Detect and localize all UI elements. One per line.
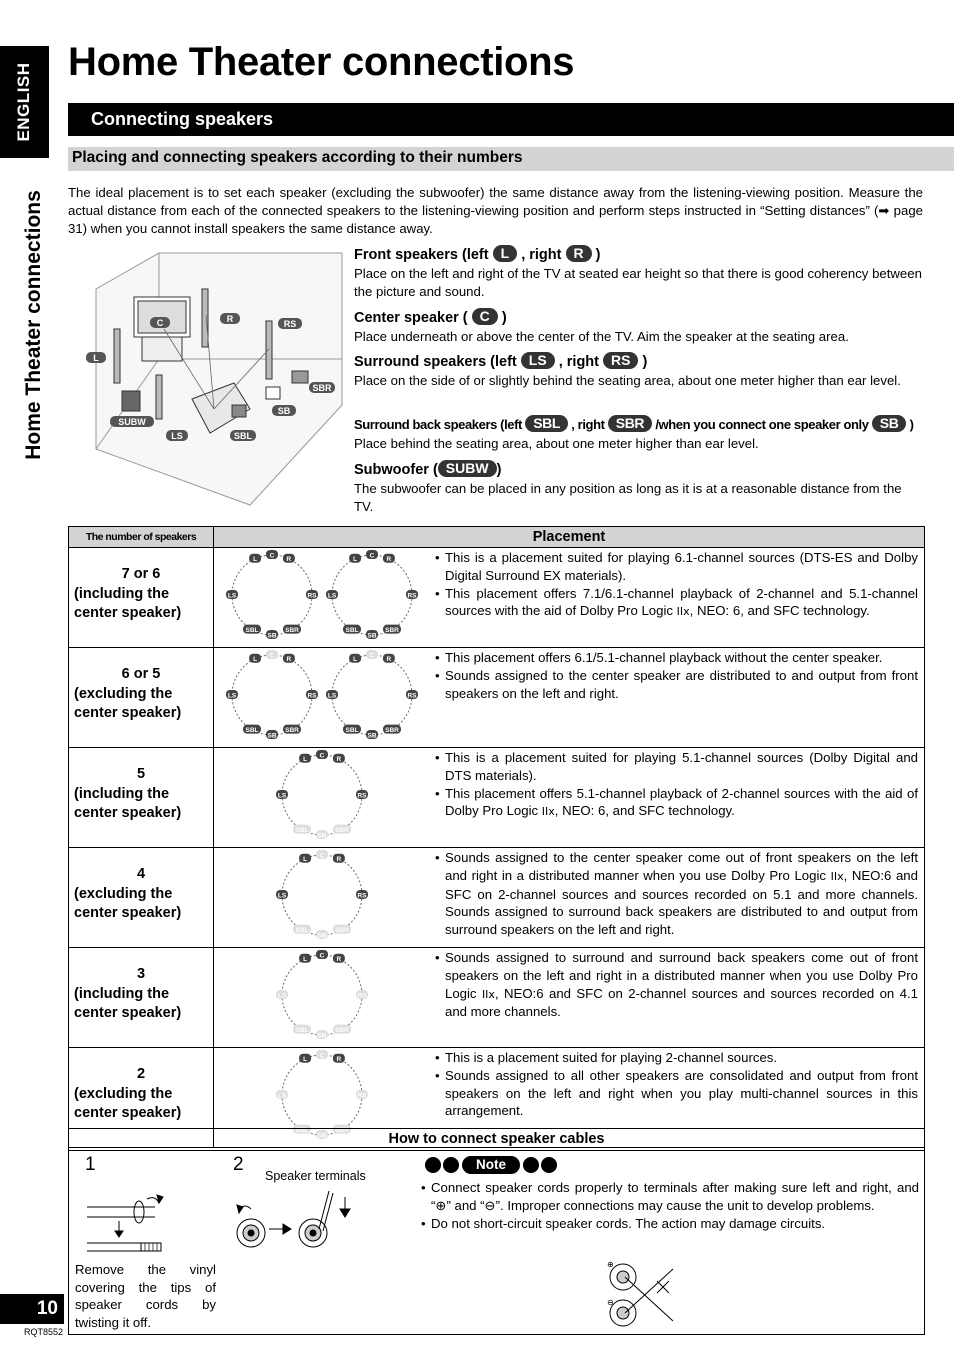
pro-logic-mark: IIx bbox=[541, 805, 555, 819]
room-label-c: C bbox=[156, 318, 164, 328]
diagram-speaker-label: SB bbox=[367, 732, 377, 740]
diagram-speaker-label: R bbox=[336, 956, 342, 964]
table-row: 5 (including the center speaker) L C R LS RS SBL SB SBR • This is a placement suited for playing 5.1-channel sources (Dolby Digital and DTS materials). • This placement offers 5.1-channel playback of 2-channel sources with the aid of Dolby Pro Logic IIx, NEO: 6, and SFC technology. bbox=[69, 748, 925, 848]
badge-subw: SUBW bbox=[438, 460, 497, 477]
placement-note: This is a placement suited for playing 5.1-channel sources (Dolby Digital and DTS materials). bbox=[445, 750, 918, 783]
center-heading-pre: Center speaker ( bbox=[354, 310, 468, 326]
placement-diagram bbox=[214, 848, 431, 942]
badge-ls: LS bbox=[521, 352, 555, 369]
front-speakers-block bbox=[354, 245, 924, 301]
placement-note: This placement offers 6.1/5.1-channel playback without the center speaker. bbox=[445, 650, 883, 665]
center-desc: Place underneath or above the center of the TV. Aim the speaker at the seating area. bbox=[354, 329, 849, 344]
table-row: 2 (excluding the center speaker) L C R LS RS SBL SB SBR • This is a placement suited for playing 2-channel sources. • Sounds assigned to all other speakers are consolidated and output from front speakers on the left and right when you play multi-channel sources in this arrangement. bbox=[69, 1048, 925, 1148]
placement-note: , NEO: 6, and SFC technology. bbox=[554, 803, 735, 819]
placement-note: , NEO:6 and SFC on 2-channel sources and sources recorded on 4.1 and more channels. bbox=[445, 985, 918, 1020]
diagram-speaker-label: RS bbox=[407, 592, 417, 600]
diagram-speaker-label: SB bbox=[317, 1132, 327, 1140]
section-heading-bar bbox=[68, 103, 954, 136]
remove-vinyl-instruction: Remove the vinyl covering the tips of speaker cords by twisting it off. bbox=[75, 1262, 216, 1330]
speaker-count-note: center speaker) bbox=[74, 1005, 182, 1021]
page-number: 10 bbox=[0, 1294, 64, 1324]
placement-note: Sounds assigned to surround and surround back speakers come out of front speakers on the left and right in a distributed manner when you use Dolby Pro Logic bbox=[445, 950, 918, 1001]
subwoofer-block bbox=[354, 460, 924, 516]
cables-heading: How to connect speaker cables bbox=[69, 1129, 924, 1151]
front-heading-mid: , right bbox=[521, 247, 562, 263]
speaker-count-note: center speaker) bbox=[74, 805, 182, 821]
placement-diagram bbox=[214, 948, 431, 1042]
cable-strip-illustration bbox=[85, 1191, 165, 1257]
diagram-speaker-label: L bbox=[303, 856, 308, 864]
speaker-count-note: (excluding the bbox=[74, 685, 173, 702]
diagram-speaker-label: L bbox=[353, 656, 358, 664]
notes-list: • Connect speaker cords properly to terminals after making sure left and right, and “⊕” and “⊖”. Improper connections may cause the unit to develop problems. • Do not short-circuit speaker cords. The action may damage circuits. bbox=[421, 1180, 919, 1231]
surround-back-desc: Place behind the seating area, about one meter higher than ear level. bbox=[354, 436, 759, 451]
diagram-speaker-label: SBL bbox=[295, 1027, 309, 1035]
placement-diagram bbox=[214, 648, 431, 742]
placement-note: Sounds assigned to the center speaker come out of front speakers on the left and right in a distributed manner when you use Dolby Pro Logic bbox=[445, 850, 918, 883]
badge-sbl: SBL bbox=[525, 415, 568, 432]
diagram-speaker-label: L bbox=[303, 756, 308, 764]
diagram-speaker-label: SBR bbox=[335, 1027, 349, 1035]
placement-note: This placement offers 7.1/6.1-channel playback of 2-channel and 5.1-channel sources with the aid of Dolby Pro Logic bbox=[445, 585, 918, 619]
diagram-speaker-label: LS bbox=[277, 1092, 287, 1100]
diagram-speaker-label: R bbox=[286, 656, 292, 664]
diagram-speaker-label: SBR bbox=[285, 627, 299, 635]
col-header-placement: Placement bbox=[214, 527, 925, 548]
speaker-count: 3 bbox=[136, 966, 146, 982]
sb-heading-pre: Surround back speakers (left bbox=[354, 417, 522, 432]
speaker-terminals-label: Speaker terminals bbox=[265, 1169, 366, 1183]
front-desc: Place on the left and right of the TV at seated ear height so that there is good coherency between the picture and sound. bbox=[354, 266, 922, 299]
diagram-speaker-label: RS bbox=[307, 592, 317, 600]
section-heading: Connecting speakers bbox=[91, 109, 274, 129]
table-row: 4 (excluding the center speaker) L C R LS RS SBL SB SBR • Sounds assigned to the center speaker come out of front speakers on the left and right in a distributed manner when you use Dolby Pro Logic IIx, NEO:6 and SFC on 2-channel sources and sources recorded on 5.1 and more channels. Sounds assigned to surround back speakers are distributed to and output from surround speakers on the left and right. bbox=[69, 848, 925, 948]
diagram-speaker-label: C bbox=[369, 552, 375, 560]
note-dot-icon bbox=[443, 1157, 459, 1173]
badge-c: C bbox=[472, 308, 498, 325]
note-dot-icon bbox=[425, 1157, 441, 1173]
diagram-speaker-label: R bbox=[336, 1056, 342, 1064]
diagram-speaker-label: RS bbox=[407, 692, 417, 700]
diagram-speaker-label: L bbox=[303, 956, 308, 964]
diagram-speaker-label: SBR bbox=[335, 1127, 349, 1135]
diagram-speaker-label: RS bbox=[307, 692, 317, 700]
speaker-count: 7 or 6 bbox=[121, 566, 161, 582]
room-label-sbr: SBR bbox=[312, 383, 332, 393]
diagram-speaker-label: SB bbox=[367, 632, 377, 640]
surround-heading-pre: Surround speakers (left bbox=[354, 354, 517, 370]
col-header-number: The number of speakers bbox=[69, 527, 214, 548]
diagram-speaker-label: SBL bbox=[295, 827, 309, 835]
note-dot-icon bbox=[523, 1157, 539, 1173]
surround-speakers-block bbox=[354, 352, 924, 390]
diagram-speaker-label: C bbox=[369, 652, 375, 660]
placement-note: This placement offers 5.1-channel playback of 2-channel sources with the aid of Dolby Pro Logic bbox=[445, 785, 918, 819]
note-item: Connect speaker cords properly to terminals after making sure left and right, and “⊕” and “⊖”. Improper connections may cause the unit to develop problems. bbox=[431, 1180, 919, 1213]
subw-heading-post: ) bbox=[496, 462, 502, 478]
speaker-count-note: center speaker) bbox=[74, 1105, 182, 1121]
diagram-speaker-label: SBL bbox=[345, 627, 359, 635]
subsection-heading-bar bbox=[68, 147, 954, 171]
room-label-sbl: SBL bbox=[234, 431, 252, 441]
subwoofer-desc: The subwoofer can be placed in any position as long as it is at a reasonable distance from the TV. bbox=[354, 481, 902, 514]
placement-note: This is a placement suited for playing 6.1-channel sources (DTS-ES and Dolby Digital Surround EX materials). bbox=[445, 550, 918, 583]
speaker-count-note: (including the bbox=[74, 985, 170, 1002]
pro-logic-mark: IIx bbox=[676, 605, 690, 619]
placement-note: , NEO:6 and SFC on 2-channel sources and sources recorded on 5.1 and more channels. Sounds assigned to surround back speakers are distributed to and output from surround speakers on the left and right. bbox=[445, 867, 918, 938]
placement-diagram bbox=[214, 748, 431, 842]
diagram-speaker-label: RS bbox=[357, 1092, 367, 1100]
center-heading-post: ) bbox=[501, 310, 507, 326]
diagram-speaker-label: SBL bbox=[245, 627, 259, 635]
diagram-speaker-label: SBL bbox=[245, 727, 259, 735]
language-label: ENGLISH bbox=[14, 62, 33, 142]
speaker-count: 4 bbox=[136, 866, 146, 882]
diagram-speaker-label: L bbox=[253, 656, 258, 664]
subsection-heading: Placing and connecting speakers according to their numbers bbox=[72, 149, 523, 166]
diagram-speaker-label: L bbox=[303, 1056, 308, 1064]
svg-text:⊕: ⊕ bbox=[607, 1260, 614, 1269]
room-label-sb: SB bbox=[277, 406, 291, 416]
room-label-subw: SUBW bbox=[118, 417, 146, 427]
badge-l: L bbox=[493, 245, 518, 262]
diagram-speaker-label: L bbox=[253, 556, 258, 564]
speaker-count-note: (excluding the bbox=[74, 885, 173, 902]
badge-sb: SB bbox=[872, 415, 907, 432]
diagram-speaker-label: C bbox=[319, 852, 325, 860]
diagram-speaker-label: R bbox=[336, 856, 342, 864]
diagram-speaker-label: SBL bbox=[295, 1127, 309, 1135]
diagram-speaker-label: RS bbox=[357, 792, 367, 800]
diagram-speaker-label: SB bbox=[317, 932, 327, 940]
diagram-speaker-label: C bbox=[319, 952, 325, 960]
diagram-speaker-label: SBR bbox=[335, 827, 349, 835]
placement-note: , NEO: 6, and SFC technology. bbox=[689, 603, 870, 619]
speaker-count-note: (including the bbox=[74, 785, 170, 802]
side-section-title: Home Theater connections bbox=[22, 190, 45, 460]
note-item: Do not short-circuit speaker cords. The action may damage circuits. bbox=[431, 1215, 826, 1231]
cables-section bbox=[68, 1128, 925, 1335]
surround-desc: Place on the side of or slightly behind the seating area, about one meter higher than ear level. bbox=[354, 373, 901, 388]
diagram-speaker-label: SBR bbox=[285, 727, 299, 735]
diagram-speaker-label: LS bbox=[227, 692, 237, 700]
front-heading-post: ) bbox=[595, 247, 601, 263]
note-label: Note bbox=[462, 1156, 520, 1174]
speaker-count: 2 bbox=[136, 1066, 146, 1082]
surround-back-speakers-block bbox=[354, 415, 924, 453]
diagram-speaker-label: LS bbox=[277, 892, 287, 900]
diagram-speaker-label: SBR bbox=[385, 627, 399, 635]
diagram-speaker-label: SB bbox=[267, 632, 277, 640]
speaker-count: 5 bbox=[136, 766, 146, 782]
diagram-speaker-label: R bbox=[286, 556, 292, 564]
doc-code: RQT8552 bbox=[24, 1327, 64, 1337]
diagram-speaker-label: R bbox=[336, 756, 342, 764]
diagram-speaker-label: SBR bbox=[335, 927, 349, 935]
diagram-speaker-label: R bbox=[386, 556, 392, 564]
subw-heading-pre: Subwoofer ( bbox=[354, 462, 438, 478]
diagram-speaker-label: RS bbox=[357, 892, 367, 900]
diagram-speaker-label: C bbox=[269, 652, 275, 660]
diagram-speaker-label: SBR bbox=[385, 727, 399, 735]
table-row: 3 (including the center speaker) L C R LS RS SBL SB SBR • Sounds assigned to surround and surround back speakers come out of front speakers on the left and right in a distributed manner when you use Dolby Pro Logic IIx, NEO:6 and SFC on 2-channel sources and sources recorded on 4.1 and more channels. bbox=[69, 948, 925, 1048]
intro-paragraph: The ideal placement is to set each speaker (excluding the subwoofer) the same distance away from the listening-viewing position. Measure the actual distance from each of the connected speakers to the listening-viewing position and perform steps instructed in “Setting distances” (➡ page 31) when you cannot install speakers the same distance away. bbox=[68, 185, 923, 236]
diagram-speaker-label: C bbox=[319, 752, 325, 760]
diagram-speaker-label: C bbox=[269, 552, 275, 560]
diagram-speaker-label: SB bbox=[317, 1032, 327, 1040]
badge-rs: RS bbox=[603, 352, 638, 369]
surround-heading-post: ) bbox=[642, 354, 648, 370]
diagram-speaker-label: L bbox=[353, 556, 358, 564]
placement-table bbox=[68, 526, 925, 1148]
front-heading-pre: Front speakers (left bbox=[354, 247, 489, 263]
speaker-count-note: (including the bbox=[74, 585, 170, 602]
placement-note: Sounds assigned to all other speakers are consolidated and output from front speakers on the left and right when you play multi-channel sources in this arrangement. bbox=[445, 1067, 918, 1119]
table-row: 7 or 6 (including the center speaker) L C R LS RS SBL SB SBR L C R LS RS SBL SB SBR • This is a placement suited for playing 6.1-channel sources (DTS-ES and Dolby Digital Surround EX materials). • This placement offers 7.1/6.1-channel playback of 2-channel and 5.1-channel sources with the aid of Dolby Pro Logic IIx, NEO: 6, and SFC technology. bbox=[69, 548, 925, 648]
note-header bbox=[425, 1156, 559, 1174]
sb-heading-post: ) bbox=[909, 417, 914, 432]
step-1-number: 1 bbox=[85, 1154, 96, 1175]
speaker-count-note: (excluding the bbox=[74, 1085, 173, 1102]
badge-sbr: SBR bbox=[608, 415, 652, 432]
diagram-speaker-label: LS bbox=[277, 792, 287, 800]
badge-r: R bbox=[566, 245, 592, 262]
speaker-count-note: center speaker) bbox=[74, 605, 182, 621]
surround-heading-mid: , right bbox=[558, 354, 599, 370]
sb-heading-mid2: /when you connect one speaker only bbox=[655, 417, 869, 432]
pro-logic-mark: IIx bbox=[481, 987, 495, 1001]
diagram-speaker-label: LS bbox=[277, 992, 287, 1000]
room-illustration bbox=[84, 249, 346, 513]
placement-note: Sounds assigned to the center speaker are distributed to and output from front speakers on the left and right. bbox=[445, 667, 918, 701]
diagram-speaker-label: RS bbox=[357, 992, 367, 1000]
diagram-speaker-label: SBL bbox=[345, 727, 359, 735]
speaker-count: 6 or 5 bbox=[121, 666, 161, 682]
speaker-count-note: center speaker) bbox=[74, 705, 182, 721]
page-title: Home Theater connections bbox=[68, 40, 575, 84]
pro-logic-mark: IIx bbox=[830, 869, 844, 883]
sb-heading-mid: , right bbox=[571, 417, 605, 432]
room-label-rs: RS bbox=[283, 319, 297, 329]
diagram-speaker-label: SB bbox=[267, 732, 277, 740]
note-dot-icon bbox=[541, 1157, 557, 1173]
step-2-number: 2 bbox=[233, 1154, 244, 1175]
placement-note: This is a placement suited for playing 2-channel sources. bbox=[445, 1050, 778, 1065]
short-circuit-warning-illustration bbox=[605, 1259, 677, 1331]
diagram-speaker-label: R bbox=[386, 656, 392, 664]
room-label-r: R bbox=[226, 314, 234, 324]
speaker-count-note: center speaker) bbox=[74, 905, 182, 921]
table-row: 6 or 5 (excluding the center speaker) L C R LS RS SBL SB SBR L C R LS RS SBL SB SBR • This placement offers 6.1/5.1-channel playback without the center speaker. • Sounds assigned to the center speaker are distributed to and output from front speakers on the left and right. bbox=[69, 648, 925, 748]
diagram-speaker-label: C bbox=[319, 1052, 325, 1060]
diagram-speaker-label: SB bbox=[317, 832, 327, 840]
room-label-l: L bbox=[93, 353, 99, 363]
center-speaker-block bbox=[354, 308, 924, 346]
diagram-speaker-label: LS bbox=[327, 692, 337, 700]
language-tab bbox=[0, 46, 49, 158]
diagram-speaker-label: SBL bbox=[295, 927, 309, 935]
diagram-speaker-label: LS bbox=[227, 592, 237, 600]
svg-text:⊖: ⊖ bbox=[607, 1298, 614, 1307]
speaker-terminal-illustration bbox=[233, 1189, 363, 1255]
placement-diagram bbox=[214, 548, 431, 642]
diagram-speaker-label: LS bbox=[327, 592, 337, 600]
room-label-ls: LS bbox=[171, 431, 183, 441]
